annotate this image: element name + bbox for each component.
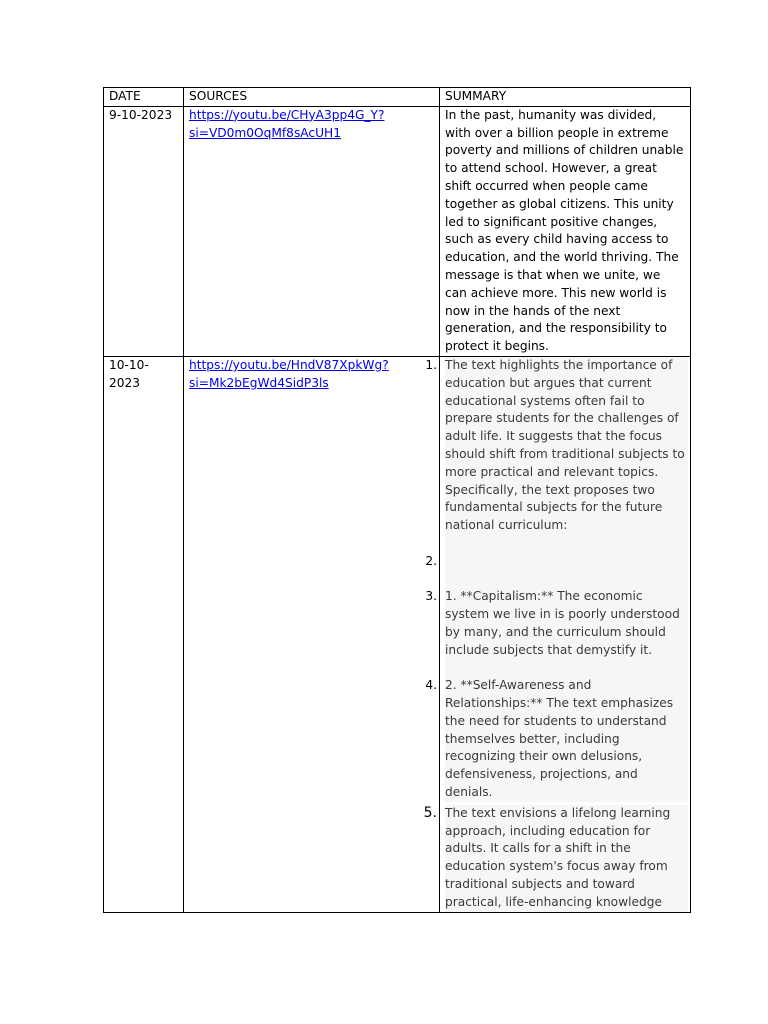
table-row — [104, 356, 691, 912]
list-item-text: The text highlights the importance of education but argues that current educational systems often fail to prepare students for the challenges of adult life. It suggests that the focus should shift from traditional subjects to more practical and relevant topics. Specifically, the text proposes two fundamental subjects for the future national curriculum: — [445, 357, 685, 533]
table-header-row — [104, 88, 691, 107]
list-item-text: 2. **Self-Awareness and Relationships:** The text emphasizes the need for students to understand themselves better, including recognizing their own delusions, defensiveness, projections, and denials. — [445, 678, 674, 800]
list-gap — [445, 535, 688, 553]
source-link-part: https://youtu.be/CHyA3pp4G_Y? — [189, 107, 385, 122]
list-item-text: The text envisions a lifelong learning approach, including education for adults. It calls for a shift in the education system's focus away from traditional subjects and toward practical, life-enhancing knowledge — [445, 805, 671, 909]
list-number: 3. — [417, 588, 437, 606]
header-sources: SOURCES — [184, 88, 440, 107]
date-cell: 10-10-2023 — [104, 356, 184, 912]
list-number: 5. — [417, 805, 437, 823]
list-item — [425, 588, 688, 659]
source-link[interactable] — [189, 358, 389, 390]
list-item — [425, 553, 688, 571]
list-number: 1. — [417, 357, 437, 375]
list-number: 2. — [417, 553, 437, 571]
source-cell — [184, 106, 440, 356]
list-number: 4. — [417, 677, 437, 695]
source-link-part: si=Mk2bEgWd4SidP3ls — [189, 375, 329, 390]
list-item-text: 1. **Capitalism:** The economic system we live in is poorly understood by many, and the curriculum should include subjects that demystify it. — [445, 589, 680, 657]
list-item — [425, 357, 688, 535]
list-gap — [445, 571, 688, 589]
summary-cell — [423, 356, 691, 912]
source-link[interactable] — [189, 108, 384, 140]
list-item-text — [445, 553, 685, 571]
header-summary: SUMMARY — [440, 88, 691, 107]
summary-table — [103, 87, 691, 913]
list-gap — [445, 660, 688, 678]
summary-cell: In the past, humanity was divided, with over a billion people in extreme poverty and millions of children unable to attend school. However, a great shift occurred when people came together as global citizens. This unity led to significant positive changes, such as every child having access to education, and the world thriving. The message is that when we unite, we can achieve more. This new world is now in the hands of the next generation, and the responsibility to protect it begins. — [440, 106, 691, 356]
header-date: DATE — [104, 88, 184, 107]
source-cell — [184, 356, 440, 912]
date-cell: 9-10-2023 — [104, 106, 184, 356]
list-item — [425, 677, 688, 802]
list-item — [423, 804, 688, 912]
source-link-part: si=VD0m0OqMf8sAcUH1 — [189, 125, 341, 140]
source-link-part: https://youtu.be/HndV87XpkWg? — [189, 357, 389, 372]
numbered-list — [423, 357, 685, 912]
table-row — [104, 106, 691, 356]
